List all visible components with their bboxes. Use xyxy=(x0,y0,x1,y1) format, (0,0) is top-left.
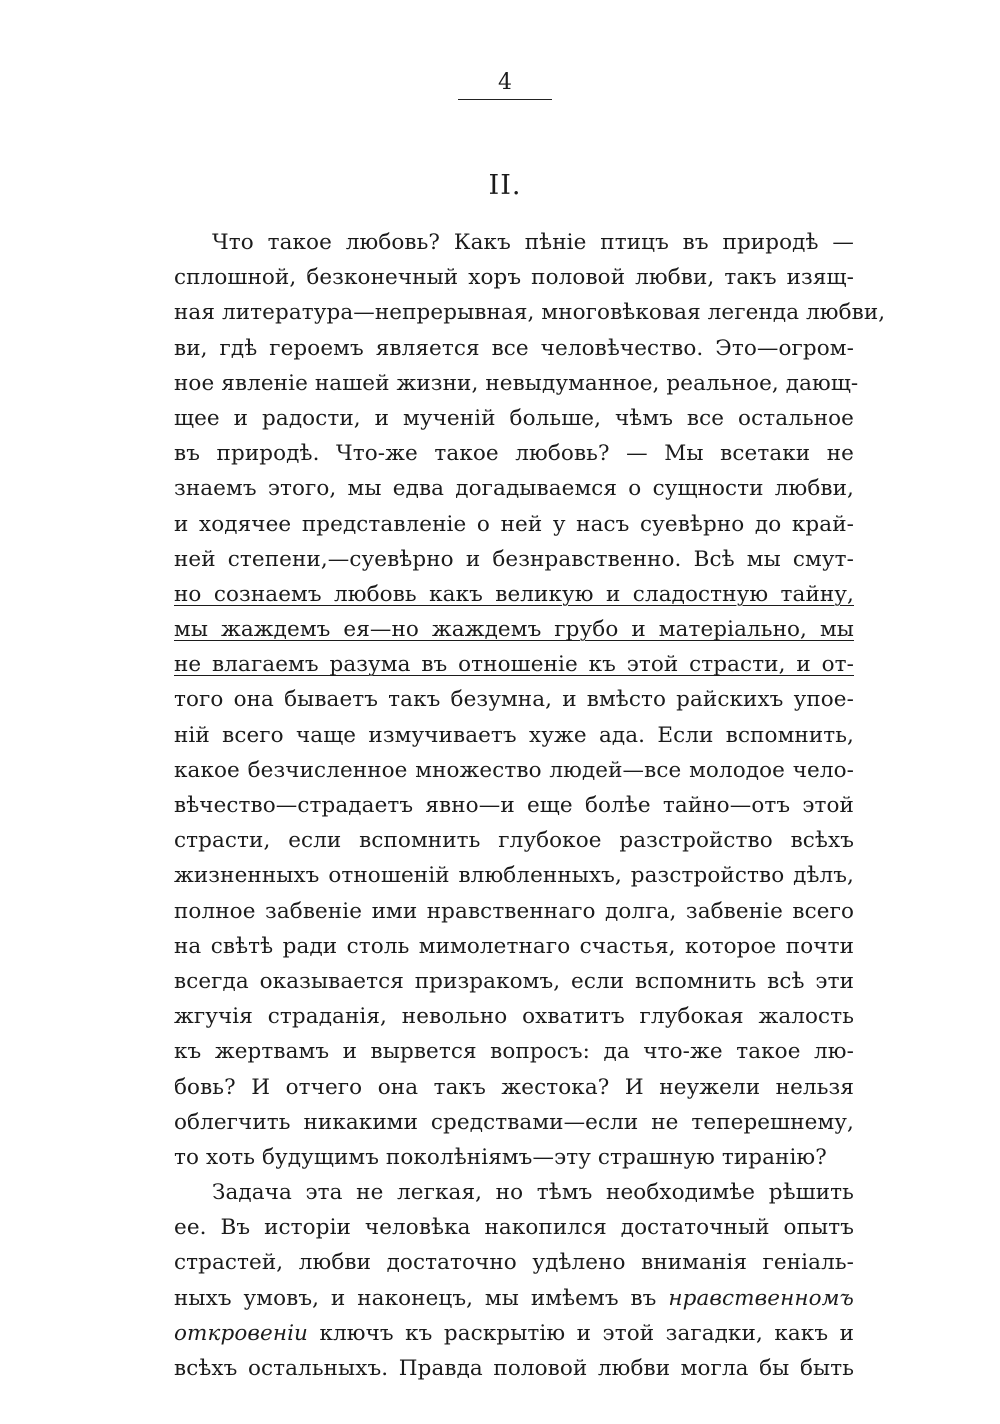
header-rule xyxy=(458,99,552,100)
text-line: полное забвеніе ими нравственнаго долга, забвеніе всего xyxy=(174,898,854,924)
text-line: ное явленіе нашей жизни, невыдуманное, реальное, дающ- xyxy=(174,370,859,396)
text-line-mixed xyxy=(174,1316,854,1351)
text-run: ныхъ умовъ, и наконецъ, мы имѣемъ въ xyxy=(174,1285,669,1311)
chapter-heading: II. xyxy=(488,170,522,201)
text-line: какое безчисленное множество людей—все молодое чело- xyxy=(174,757,854,783)
text-line: вѣчество—страдаетъ явно—и еще болѣе тайно—отъ этой xyxy=(174,793,854,818)
italic-run: откровеніи xyxy=(174,1320,308,1346)
italic-run: нравственномъ xyxy=(668,1285,854,1311)
text-line: всѣхъ остальныхъ. Правда половой любви могла бы быть xyxy=(174,1356,854,1381)
text-line: въ природѣ. Что-же такое любовь? — Мы всетаки не xyxy=(174,441,854,467)
text-line-mixed xyxy=(174,1281,854,1316)
text-line: бовь? И отчего она такъ жестока? И неужели нельзя xyxy=(174,1074,854,1100)
text-line: знаемъ этого, мы едва догадываемся о сущности любви, xyxy=(174,476,854,502)
text-line: жизненныхъ отношеній влюбленныхъ, разстройство дѣлъ, xyxy=(174,863,854,889)
text-line: ви, гдѣ героемъ является все человѣчество. Это—огром- xyxy=(174,335,854,361)
text-line: ній всего чаще измучиваетъ хуже ада. Если вспомнить, xyxy=(174,722,854,748)
text-line: Задача эта не легкая, но тѣмъ необходимѣе рѣшить xyxy=(212,1180,854,1206)
text-line: сплошной, безконечный хоръ половой любви, такъ изящ- xyxy=(174,265,854,291)
text-line: Что такое любовь? Какъ пѣніе птицъ въ природѣ — xyxy=(212,230,854,255)
text-line: жгучія страданія, невольно охватитъ глубокая жалость xyxy=(174,1004,854,1030)
text-line-underlined: не влагаемъ разума въ отношеніе къ этой страсти, и от- xyxy=(174,652,854,678)
text-line: и ходячее представленіе о ней у насъ суевѣрно до край- xyxy=(174,511,854,537)
text-line-underlined: мы жаждемъ ея—но жаждемъ грубо и матеріально, мы xyxy=(174,617,854,643)
text-line: ная литература—непрерывная, многовѣковая легенда любви, xyxy=(174,300,886,326)
text-line: того она бываетъ такъ безумна, и вмѣсто райскихъ упое- xyxy=(174,687,854,713)
body-text xyxy=(174,225,886,1386)
text-run: ключъ къ раскрытію и этой загадки, какъ и xyxy=(308,1320,854,1346)
text-line: щее и радости, и мученій больше, чѣмъ все остальное xyxy=(174,405,854,431)
text-line: ней степени,—суевѣрно и безнравственно. Всѣ мы смут- xyxy=(174,546,854,572)
text-line: на свѣтѣ ради столь мимолетнаго счастья, которое почти xyxy=(174,933,854,959)
text-line: страстей, любви достаточно удѣлено вниманія геніаль- xyxy=(174,1250,854,1276)
page-number: 4 xyxy=(498,70,512,95)
text-line-underlined: но сознаемъ любовь какъ великую и сладостную тайну, xyxy=(174,581,854,607)
text-line: страсти, если вспомнить глубокое разстройство всѣхъ xyxy=(174,828,854,854)
text-line: всегда оказывается призракомъ, если вспомнить всѣ эти xyxy=(174,968,854,994)
text-line: облегчить никакими средствами—если не теперешнему, xyxy=(174,1109,854,1135)
text-line: къ жертвамъ и вырвется вопросъ: да что-же такое лю- xyxy=(174,1039,854,1065)
text-line: ее. Въ исторіи человѣка накопился достаточный опытъ xyxy=(174,1215,854,1241)
text-line: то хоть будущимъ поколѣніямъ—эту страшную тиранію? xyxy=(174,1144,827,1170)
